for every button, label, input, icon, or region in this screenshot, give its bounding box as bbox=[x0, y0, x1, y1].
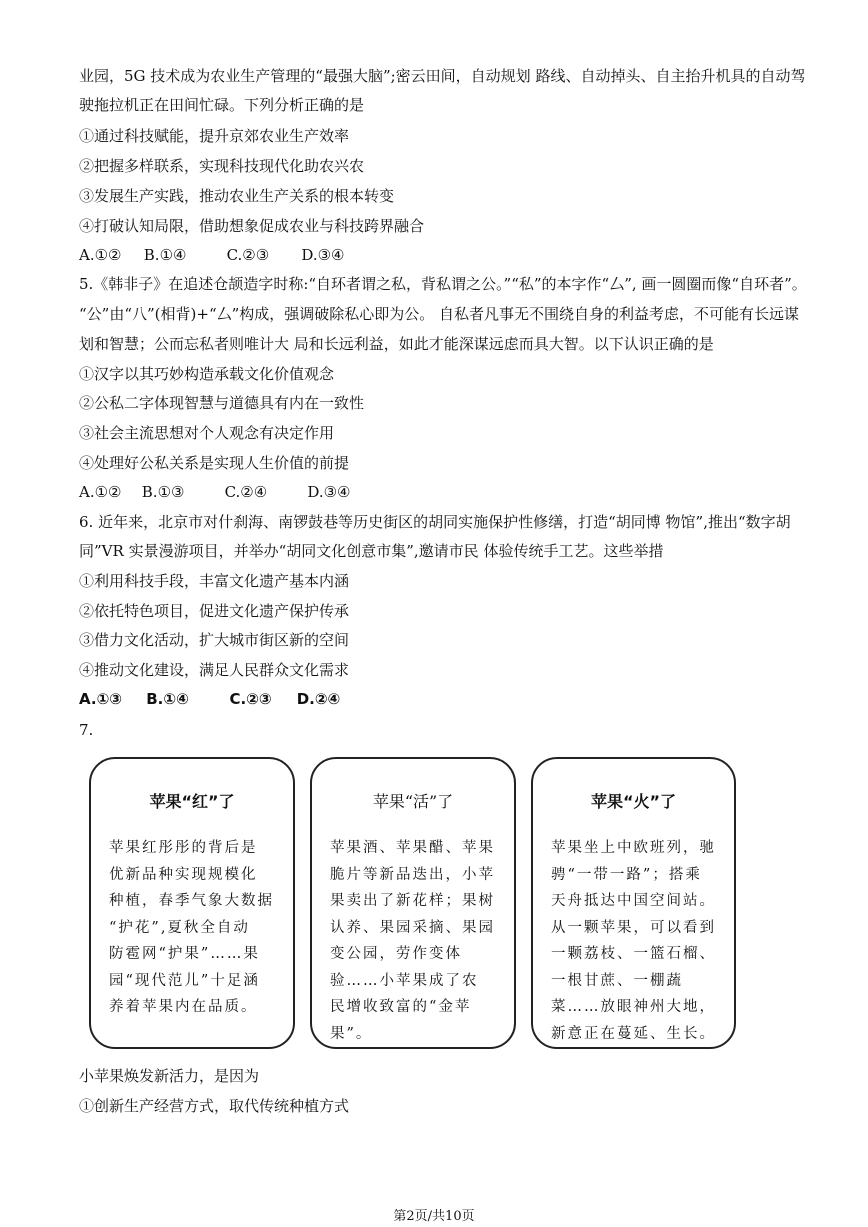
q6-statement-4: ④推动文化建设，满足人民群众文化需求 bbox=[79, 661, 350, 679]
q7-number: 7. bbox=[79, 721, 94, 739]
card-title: 苹果“活”了 bbox=[372, 792, 454, 811]
q4-option-a[interactable]: A.①② bbox=[79, 246, 122, 264]
q5-stem-line-1: 5.《韩非子》在追述仓颉造字时称:“自环者谓之私，背私谓之公。”“私”的本字作“厶”, 画一圆圈而像“自环者”。 bbox=[79, 275, 807, 293]
card-title: 苹果“火”了 bbox=[590, 792, 677, 811]
q5-options bbox=[79, 482, 351, 502]
page-number: 第2页/共10页 bbox=[393, 1209, 475, 1224]
q7-statement-1: ①创新生产经营方式，取代传统种植方式 bbox=[79, 1097, 350, 1115]
q6-option-c[interactable]: C.②③ bbox=[229, 690, 272, 708]
q6-statement-3: ③借力文化活动，扩大城市街区新的空间 bbox=[79, 631, 350, 649]
q5-option-b[interactable]: B.①③ bbox=[141, 483, 185, 501]
q4-stem-line-1: 业园，5G 技术成为农业生产管理的“最强大脑”;密云田间，自动规划 路线、自动掉头、自主抬升机具的自动驾 bbox=[79, 67, 806, 85]
q5-statement-2: ②公私二字体现智慧与道德具有内在一致性 bbox=[79, 394, 365, 412]
q4-statement-1: ①通过科技赋能，提升京郊农业生产效率 bbox=[79, 127, 350, 145]
q6-option-b[interactable]: B.①④ bbox=[146, 690, 189, 708]
card-body: 苹果红彤彤的背后是 优新品种实现规模化 种植，春季气象大数据 “护花”,夏秋全自动 防雹网“护果”……果 园“现代范儿”十足涵 养着苹果内在品质。 bbox=[109, 840, 274, 1015]
q4-statement-3: ③发展生产实践，推动农业生产关系的根本转变 bbox=[79, 187, 395, 205]
q6-stem-line-1: 6. 近年来，北京市对什刹海、南锣鼓巷等历史街区的胡同实施保护性修缮，打造“胡同博 物馆”,推出“数字胡 bbox=[79, 513, 791, 531]
q4-statement-2: ②把握多样联系，实现科技现代化助农兴农 bbox=[79, 157, 365, 175]
card-title: 苹果“红”了 bbox=[149, 792, 235, 811]
q6-option-d[interactable]: D.②④ bbox=[296, 690, 341, 708]
q5-option-a[interactable]: A.①② bbox=[79, 483, 122, 501]
q6-option-a[interactable]: A.①③ bbox=[79, 690, 122, 708]
card-body: 苹果坐上中欧班列，驰 骋“一带一路”；搭乘 天舟抵达中国空间站。 从一颗苹果，可以看到 一颗荔枝、一篮石榴、 一根甘蔗、一棚蔬 菜……放眼神州大地， 新意正在蔓延、生长。 bbox=[551, 840, 716, 1042]
card-body: 苹果酒、苹果醋、苹果 脆片等新品迭出，小苹 果卖出了新花样；果树 认养、果园采摘、果园 变公园，劳作变体 验……小苹果成了农 民增收致富的“金苹 果”。 bbox=[330, 840, 495, 1042]
info-card-fire bbox=[531, 757, 736, 1049]
q6-statement-2: ②依托特色项目，促进文化遗产保护传承 bbox=[79, 602, 350, 620]
q6-options bbox=[79, 689, 340, 709]
info-card-alive bbox=[310, 757, 516, 1049]
q6-stem-line-2: 同”VR 实景漫游项目，并举办“胡同文化创意市集”,邀请市民 体验传统手工艺。这些举措 bbox=[79, 542, 664, 560]
q4-stem-line-2: 驶拖拉机正在田间忙碌。下列分析正确的是 bbox=[79, 96, 365, 114]
q5-statement-4: ④处理好公私关系是实现人生价值的前提 bbox=[79, 454, 350, 472]
q5-stem-line-2: “公”由“八”(相背)+“厶”构成，强调破除私心即为公。 自私者凡事无不围绕自身的利益考虑，不可能有长远谋 bbox=[79, 305, 800, 323]
q7-stem: 小苹果焕发新活力，是因为 bbox=[79, 1067, 260, 1085]
q5-stem-line-3: 划和智慧；公而忘私者则唯计大 局和长远利益，如此才能深谋远虑而具大智。以下认识正确的是 bbox=[79, 335, 714, 353]
q5-statement-3: ③社会主流思想对个人观念有决定作用 bbox=[79, 424, 335, 442]
q4-option-b[interactable]: B.①④ bbox=[143, 246, 187, 264]
q4-statement-4: ④打破认知局限，借助想象促成农业与科技跨界融合 bbox=[79, 217, 425, 235]
info-card-red bbox=[89, 757, 295, 1049]
q5-option-d[interactable]: D.③④ bbox=[307, 483, 351, 501]
q4-option-d[interactable]: D.③④ bbox=[301, 246, 345, 264]
q6-statement-1: ①利用科技手段，丰富文化遗产基本内涵 bbox=[79, 572, 350, 590]
q4-options bbox=[79, 245, 345, 265]
q5-statement-1: ①汉字以其巧妙构造承载文化价值观念 bbox=[79, 365, 335, 383]
q5-option-c[interactable]: C.②④ bbox=[224, 483, 268, 501]
q4-option-c[interactable]: C.②③ bbox=[226, 246, 270, 264]
